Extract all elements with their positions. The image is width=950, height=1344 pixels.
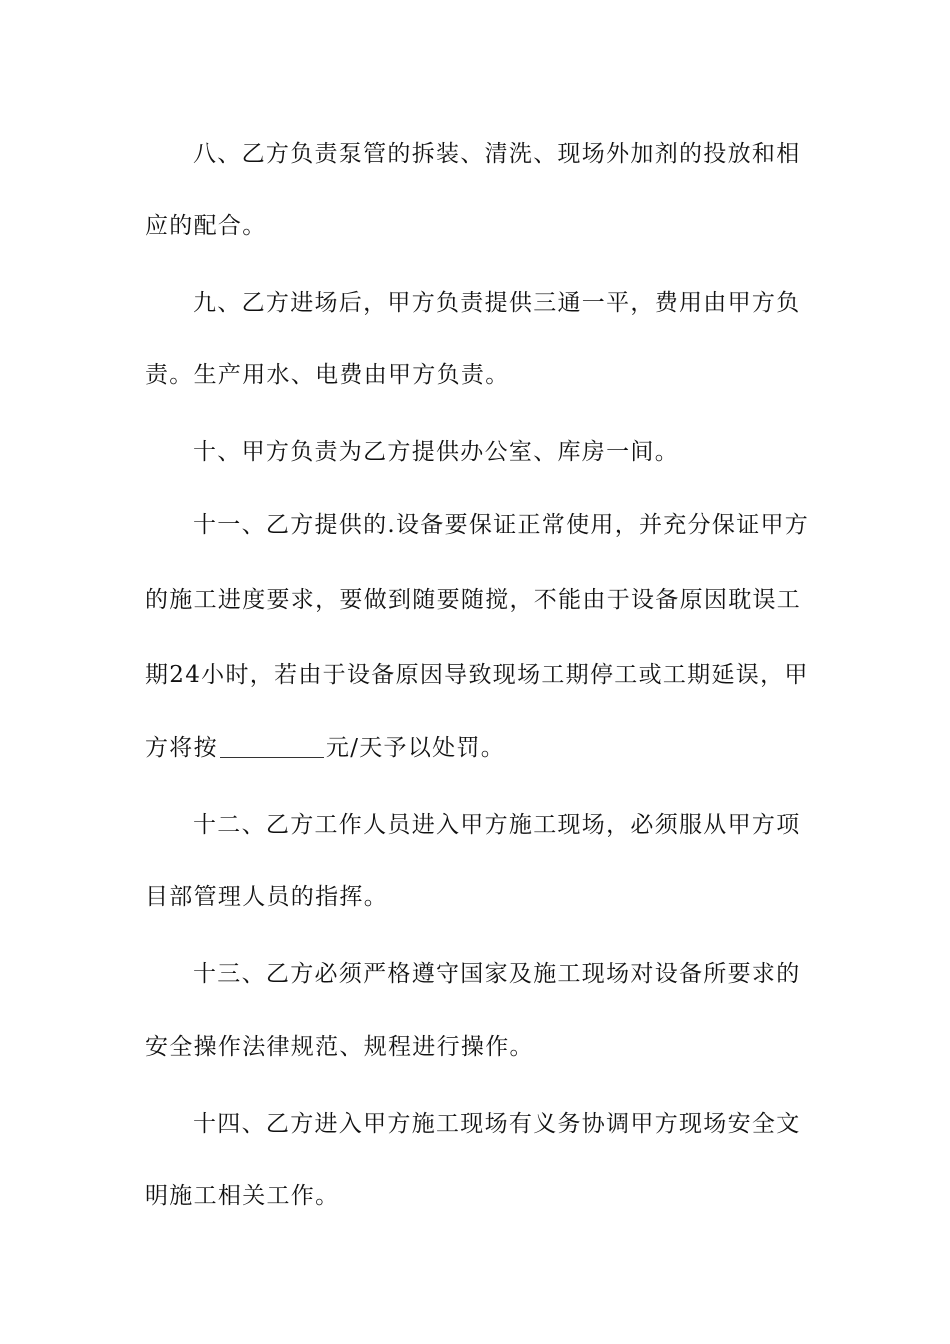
- clause-12-line-2: 目部管理人员的指挥。: [145, 884, 388, 910]
- clause-11-line-3: 期24小时，若由于设备原因导致现场工期停工或工期延误，甲: [145, 662, 809, 688]
- clause-10-line-1: 十、甲方负责为乙方提供办公室、库房一间。: [193, 439, 679, 465]
- clause-12-line-1: 十二、乙方工作人员进入甲方施工现场，必须服从甲方项: [193, 812, 801, 838]
- penalty-text-before: 方将按: [145, 735, 218, 761]
- clause-14-line-1: 十四、乙方进入甲方施工现场有义务协调甲方现场安全文: [193, 1111, 801, 1137]
- clause-11-line-2: 的施工进度要求，要做到随要随搅，不能由于设备原因耽误工: [145, 587, 802, 613]
- clause-13-line-2: 安全操作法律规范、规程进行操作。: [145, 1034, 534, 1060]
- clause-13-line-1: 十三、乙方必须严格遵守国家及施工现场对设备所要求的: [193, 961, 801, 987]
- penalty-text-after: 元/天予以处罚。: [325, 735, 506, 761]
- penalty-amount-blank: [220, 735, 324, 758]
- clause-9-line-1: 九、乙方进场后，甲方负责提供三通一平，费用由甲方负: [193, 290, 801, 316]
- clause-8-line-1: 八、乙方负责泵管的拆装、清洗、现场外加剂的投放和相: [193, 141, 801, 167]
- clause-9-line-2: 责。生产用水、电费由甲方负责。: [145, 362, 510, 388]
- clause-11-line-1: 十一、乙方提供的.设备要保证正常使用，并充分保证甲方: [193, 512, 810, 538]
- clause-14-line-2: 明施工相关工作。: [145, 1183, 340, 1209]
- clause-8-line-2: 应的配合。: [145, 213, 267, 239]
- clause-11-line-4: [145, 728, 810, 768]
